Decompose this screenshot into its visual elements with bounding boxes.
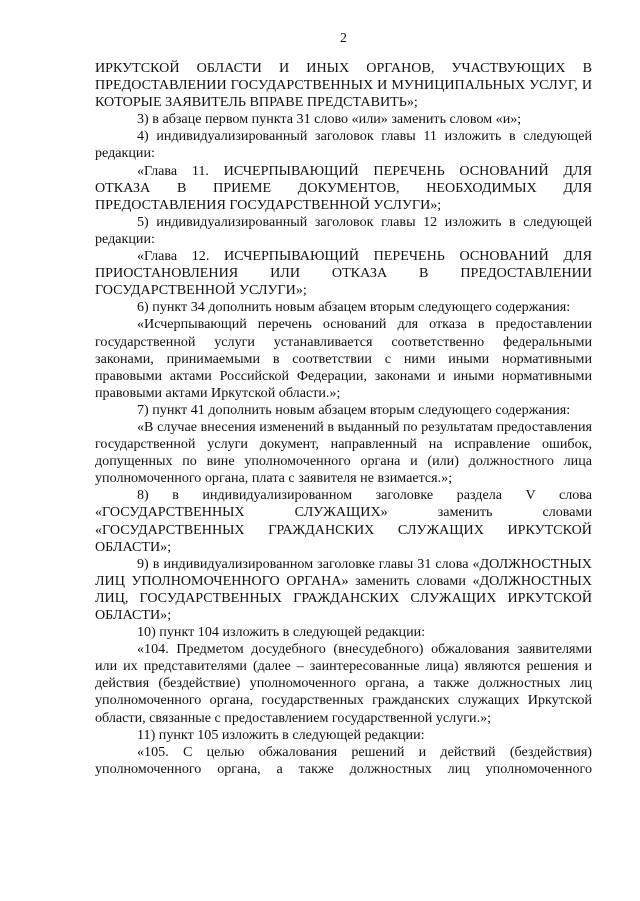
document-body bbox=[95, 60, 592, 778]
paragraph-item-7: 7) пункт 41 дополнить новым абзацем вторым следующего содержания: bbox=[137, 401, 571, 418]
paragraph-chapter-11-title: «Глава 11. ИСЧЕРПЫВАЮЩИЙ ПЕРЕЧЕНЬ ОСНОВАНИЙ ДЛЯ ОТКАЗА В ПРИЕМЕ ДОКУМЕНТОВ, НЕОБХОДИМЫХ ДЛЯ ПРЕДОСТАВЛЕНИЯ ГОСУДАРСТВЕННОЙ УСЛУГИ»; bbox=[95, 162, 592, 213]
paragraph-item-5: 5) индивидуализированный заголовок главы 12 изложить в следующей редакции: bbox=[95, 213, 592, 247]
page-number: 2 bbox=[340, 31, 347, 46]
paragraph-item-9: 9) в индивидуализированном заголовке главы 31 слова «ДОЛЖНОСТНЫХ ЛИЦ УПОЛНОМОЧЕННОГО ОРГАНА» заменить словами «ДОЛЖНОСТНЫХ ЛИЦ, ГОСУДАРСТВЕННЫХ ГРАЖДАНСКИХ СЛУЖАЩИХ ИРКУТСКОЙ ОБЛАСТИ»; bbox=[95, 555, 592, 623]
paragraph-continuation: ИРКУТСКОЙ ОБЛАСТИ И ИНЫХ ОРГАНОВ, УЧАСТВУЮЩИХ В ПРЕДОСТАВЛЕНИИ ГОСУДАРСТВЕННЫХ И МУНИЦИПАЛЬНЫХ УСЛУГ, И КОТОРЫЕ ЗАЯВИТЕЛЬ ВПРАВЕ ПРЕДСТАВИТЬ»; bbox=[95, 60, 592, 111]
paragraph-item-6: 6) пункт 34 дополнить новым абзацем вторым следующего содержания: bbox=[137, 299, 571, 316]
paragraph-item-11: 11) пункт 105 изложить в следующей редакции: bbox=[137, 726, 425, 743]
paragraph-item-7-text: «В случае внесения изменений в выданный по результатам предоставления государственной услуги документ, направленный на исправление ошибок, допущенных по вине уполномоченного органа и (или) должностного лица уполномоченного органа, плата с заявителя не взимается.»; bbox=[95, 418, 592, 487]
paragraph-item-104-text: «104. Предметом досудебного (внесудебного) обжалования заявителями или их представителями (далее – заинтересованные лица) являются решения и действия (бездействие) уполномоченного органа, а также должностных лиц уполномоченного органа, государственных гражданских служащих Иркутской области, связанные с предоставлением государственной услуги.»; bbox=[95, 641, 592, 726]
paragraph-item-10: 10) пункт 104 изложить в следующей редакции: bbox=[137, 624, 426, 641]
paragraph-item-105-text: «105. С целью обжалования решений и действий (бездействия) уполномоченного органа, а также должностных лиц уполномоченного bbox=[95, 743, 592, 777]
paragraph-item-3: 3) в абзаце первом пункта 31 слово «или» заменить словом «и»; bbox=[137, 111, 522, 128]
paragraph-chapter-12-title: «Глава 12. ИСЧЕРПЫВАЮЩИЙ ПЕРЕЧЕНЬ ОСНОВАНИЙ ДЛЯ ПРИОСТАНОВЛЕНИЯ ИЛИ ОТКАЗА В ПРЕДОСТАВЛЕНИИ ГОСУДАРСТВЕННОЙ УСЛУГИ»; bbox=[95, 248, 592, 299]
paragraph-item-6-text: «Исчерпывающий перечень оснований для отказа в предоставлении государственной услуги устанавливается соответственно федеральными законами, принимаемыми в соответствии с ними иными нормативными правовыми актами Российской Федерации, законами и иными нормативными правовыми актами Иркутской области.»; bbox=[95, 316, 592, 401]
paragraph-item-8: 8) в индивидуализированном заголовке раздела V слова «ГОСУДАРСТВЕННЫХ СЛУЖАЩИХ» заменить словами «ГОСУДАРСТВЕННЫХ ГРАЖДАНСКИХ СЛУЖАЩИХ ИРКУТСКОЙ ОБЛАСТИ»; bbox=[95, 487, 592, 555]
paragraph-item-4: 4) индивидуализированный заголовок главы 11 изложить в следующей редакции: bbox=[95, 128, 592, 162]
